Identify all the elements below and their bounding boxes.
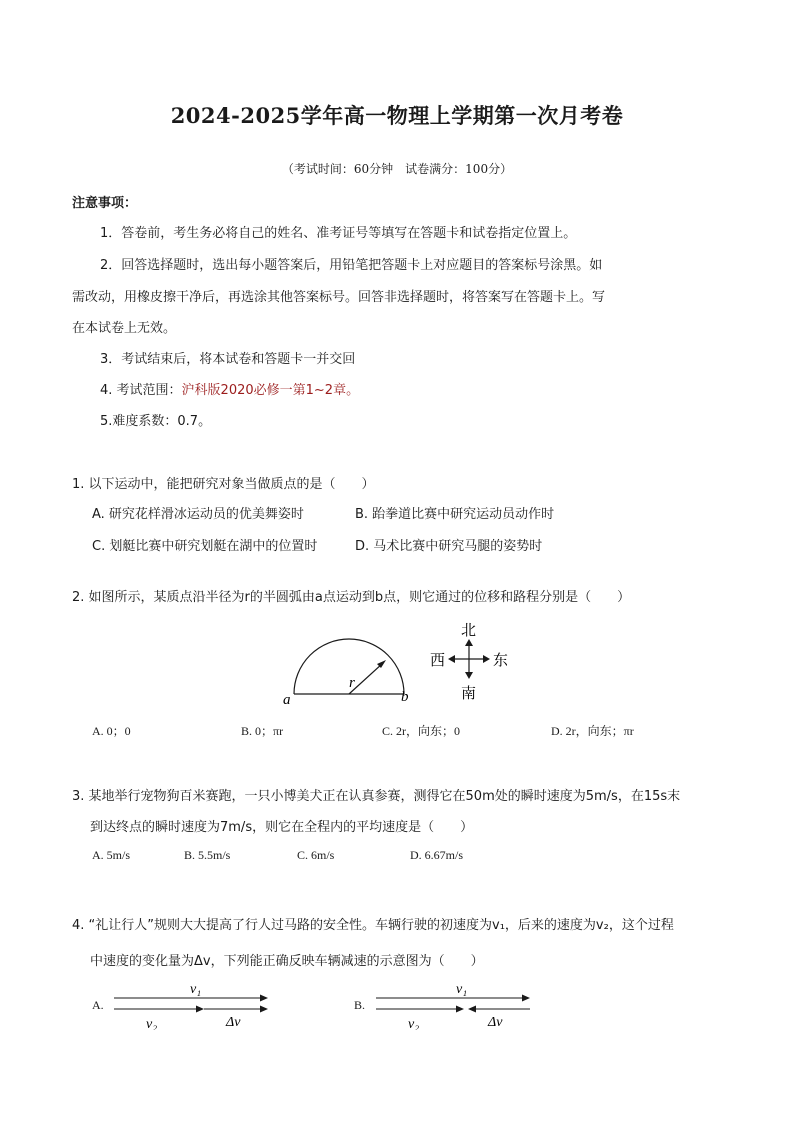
label-a: a (283, 692, 291, 708)
q2-option-c: C. 2r，向东；0 (382, 724, 461, 738)
q4-stem-line-2: 中速度的变化量为Δv，下列能正确反映车辆减速的示意图为（ ） (90, 954, 484, 969)
q2-option-b: B. 0；πr (241, 724, 284, 738)
v1-label: v₁ (190, 982, 202, 997)
v2-arrowhead (456, 1006, 464, 1013)
exam-info: （考试时间：60分钟 试卷满分：100分） (281, 162, 513, 176)
exam-range: 沪科版2020必修一第1~2章。 (181, 383, 360, 398)
compass-east: 东 (493, 653, 509, 669)
q2-stem: 2. 如图所示，某质点沿半径为r的半圆弧由a点运动到b点，则它通过的位移和路程分别是（ ） (72, 590, 631, 605)
q1-option-a: A. 研究花样滑冰运动员的优美舞姿时 (92, 507, 304, 522)
q4-stem-line-1: 4. “礼让行人”规则大大提高了行人过马路的安全性。车辆行驶的初速度为v₁，后来的速度为v₂，这个过程 (72, 918, 674, 933)
west-arrowhead (448, 655, 455, 663)
dv-arrowhead (468, 1006, 476, 1013)
q1-stem: 1. 以下运动中，能把研究对象当做质点的是（ ） (72, 477, 375, 492)
q1-option-c: C. 划艇比赛中研究划艇在湖中的位置时 (92, 539, 318, 554)
v1-arrowhead (522, 995, 530, 1002)
q2-option-d: D. 2r，向东；πr (551, 724, 634, 738)
v2-label: v₂ (146, 1017, 158, 1030)
notice-item-4 (100, 379, 359, 398)
v2-arrowhead (196, 1006, 204, 1013)
north-arrowhead (465, 639, 473, 646)
notice-item-2-line-1: 2．回答选择题时，选出每小题答案后，用铅笔把答题卡上对应题目的答案标号涂黑。如 (100, 258, 603, 273)
label-r: r (349, 675, 355, 691)
notice-heading: 注意事项： (72, 196, 138, 211)
v1-label: v₁ (456, 982, 468, 997)
page-title: 2024-2025学年高一物理上学期第一次月考卷 (170, 103, 624, 128)
v1-arrowhead (260, 995, 268, 1002)
dv-arrowhead (260, 1006, 268, 1013)
q4-option-a-figure (110, 978, 280, 1030)
q3-option-a: A. 5m/s (92, 848, 131, 862)
south-arrowhead (465, 672, 473, 679)
q4-option-a-label: A. (92, 998, 104, 1012)
notice-item-3: 3．考试结束后，将本试卷和答题卡一并交回 (100, 352, 356, 367)
q3-option-c: C. 6m/s (297, 848, 335, 862)
q3-option-d: D. 6.67m/s (410, 848, 464, 862)
compass-north: 北 (461, 623, 477, 639)
q3-stem-line-1: 3. 某地举行宠物狗百米赛跑，一只小博美犬正在认真参赛，测得它在50m处的瞬时速度为5m/s，在15s末 (72, 789, 681, 804)
q3-option-b: B. 5.5m/s (184, 848, 231, 862)
dv-label: Δv (226, 1015, 241, 1030)
compass-south: 南 (461, 686, 477, 702)
compass-west: 西 (430, 653, 446, 669)
q4-option-b-figure (372, 978, 542, 1030)
q1-option-d: D. 马术比赛中研究马腿的姿势时 (355, 539, 543, 554)
notice-item-1: 1．答卷前，考生务必将自己的姓名、准考证号等填写在答题卡和试卷指定位置上。 (100, 226, 577, 241)
notice-item-2-line-3: 在本试卷上无效。 (72, 321, 177, 336)
notice-item-2-line-2: 需改动，用橡皮擦干净后，再选涂其他答案标号。回答非选择题时，将答案写在答题卡上。写 (72, 290, 606, 305)
notice-item-4-prefix: 4. 考试范围： (100, 383, 182, 398)
q4-option-b-label: B. (354, 998, 366, 1012)
notice-item-5: 5.难度系数：0.7。 (100, 414, 212, 429)
east-arrowhead (483, 655, 490, 663)
q3-stem-line-2: 到达终点的瞬时速度为7m/s，则它在全程内的平均速度是（ ） (90, 820, 474, 835)
q1-option-b: B. 跆拳道比赛中研究运动员动作时 (355, 507, 555, 522)
q2-figure (270, 615, 540, 710)
v2-label: v₂ (408, 1017, 420, 1030)
label-b: b (401, 689, 409, 705)
q2-option-a: A. 0；0 (92, 724, 131, 738)
dv-label: Δv (488, 1015, 503, 1030)
